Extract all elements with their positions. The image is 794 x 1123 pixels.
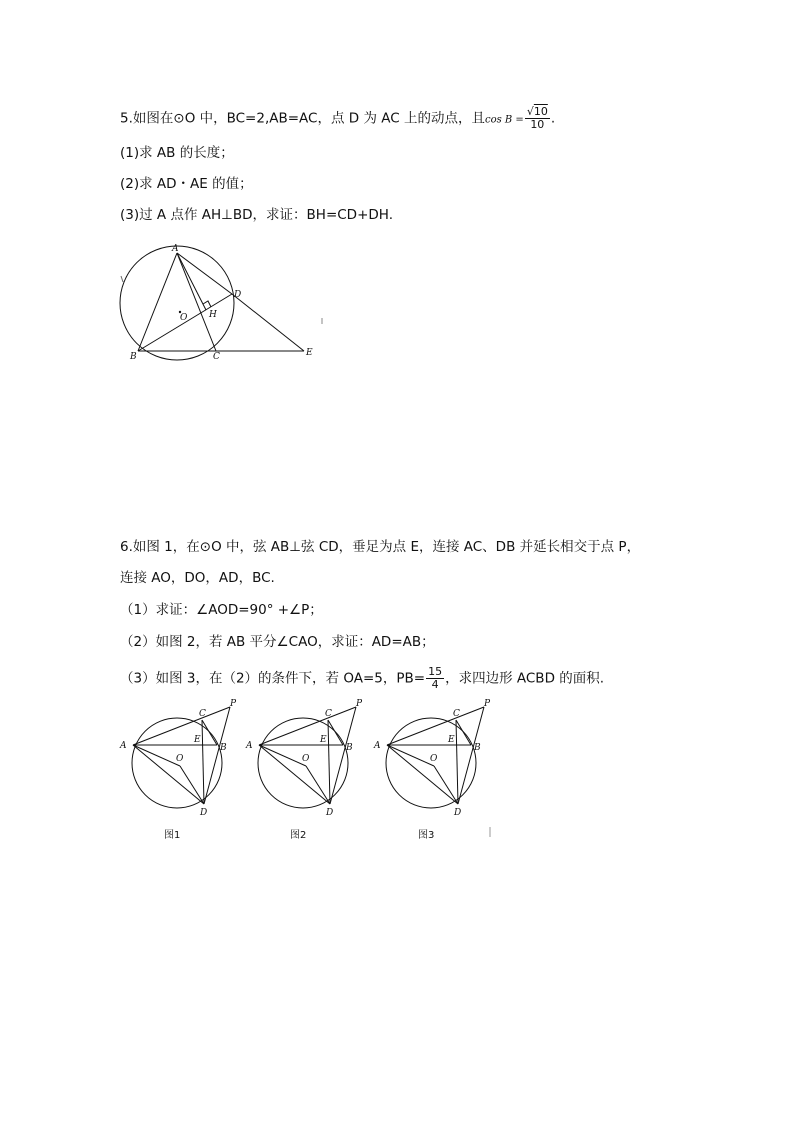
p6-label-e: E [448, 735, 455, 745]
p6-segment-ao [259, 745, 306, 766]
p6-caption-2: 图2 [290, 830, 307, 841]
p6-segment-ao [387, 745, 434, 766]
p6-segment-bc [328, 720, 343, 745]
p6-segment-dp [458, 707, 484, 804]
p5-question-1: (1)求 AB 的长度； [120, 145, 234, 161]
p6-segment-dp [204, 707, 230, 804]
p6-stem-line-2: 连接 AO，DO，AD，BC. [120, 570, 275, 586]
p6-label-c: C [199, 709, 206, 719]
p5-segment-ab [138, 253, 177, 351]
p6-label-o: O [430, 754, 438, 764]
p6-label-a: A [120, 741, 127, 751]
p6-label-p: P [230, 699, 237, 709]
p5-question-3: (3)过 A 点作 AH⊥BD，求证：BH=CD+DH. [120, 207, 393, 223]
p6-segment-od [434, 766, 458, 804]
p6-q3-text: （3）如图 3，在（2）的条件下，若 OA=5，PB= [120, 670, 426, 687]
p5-stem-text: 5.如图在⊙O 中，BC=2,AB=AC，点 D 为 AC 上的动点，且 [120, 110, 485, 127]
p6-pb-denominator: 4 [431, 678, 439, 691]
p6-segment-cd [328, 720, 330, 804]
p6-segment-bc [456, 720, 471, 745]
p5-label-a: A [172, 244, 179, 254]
p5-label-b: B [130, 352, 137, 362]
p6-label-e: E [194, 735, 201, 745]
p6-caption-3: 图3 [418, 830, 435, 841]
p5-cos-label: cos B = [484, 114, 524, 126]
p6-label-d: D [454, 808, 462, 818]
p6-segment-ao [133, 745, 180, 766]
p6-label-o: O [176, 754, 184, 764]
p5-label-e: E [306, 348, 313, 358]
p6-caption-1: 图1 [164, 830, 181, 841]
p6-label-e: E [320, 735, 327, 745]
p6-stem-line-1: 6.如图 1，在⊙O 中，弦 AB⊥弦 CD，垂足为点 E，连接 AC、DB 并延长相交于点 P， [120, 539, 641, 555]
p6-q3-end: ，求四边形 ACBD 的面积. [445, 670, 605, 687]
p6-question-2: （2）如图 2，若 AB 平分∠CAO，求证：AD=AB； [120, 634, 435, 650]
p6-segment-cd [202, 720, 204, 804]
p6-label-p: P [356, 699, 363, 709]
p6-label-o: O [302, 754, 310, 764]
p6-label-c: C [453, 709, 460, 719]
p6-question-3 [120, 666, 604, 691]
p5-label-h: H [209, 310, 217, 320]
p5-label-o: O [180, 313, 188, 323]
p5-label-d: D [234, 290, 242, 300]
p5-question-2: (2)求 AD・AE 的值； [120, 176, 253, 192]
p6-segment-od [180, 766, 204, 804]
p6-label-b: B [220, 743, 227, 753]
p6-label-a: A [374, 741, 381, 751]
p5-label-c: C [213, 352, 220, 362]
p6-segment-dp [330, 707, 356, 804]
p6-label-c: C [325, 709, 332, 719]
p6-figure-1 [120, 695, 240, 845]
p6-segment-ad [133, 745, 204, 804]
p6-pb-fraction [426, 666, 444, 691]
p6-question-1: （1）求证：∠AOD=90° +∠P； [120, 602, 323, 618]
p6-segment-od [306, 766, 330, 804]
p5-segment-ah [177, 253, 206, 310]
p6-segment-ad [259, 745, 330, 804]
p6-label-a: A [246, 741, 253, 751]
p6-label-b: B [474, 743, 481, 753]
p5-stem-end: . [550, 110, 556, 127]
p6-label-b: B [346, 743, 353, 753]
p6-segment-ad [387, 745, 458, 804]
p6-label-d: D [326, 808, 334, 818]
p6-pb-numerator: 15 [428, 665, 443, 678]
p6-label-d: D [200, 808, 208, 818]
p6-figure-3 [372, 695, 496, 845]
p5-cos-numerator: √10 [526, 105, 548, 118]
p5-cos-denominator: 10 [530, 118, 545, 131]
p6-segment-cd [456, 720, 458, 804]
p6-segment-bc [202, 720, 217, 745]
p5-segment-de [232, 294, 304, 351]
p6-figure-2 [246, 695, 366, 845]
p5-scan-mark-left [121, 276, 123, 282]
p6-label-p: P [484, 699, 491, 709]
